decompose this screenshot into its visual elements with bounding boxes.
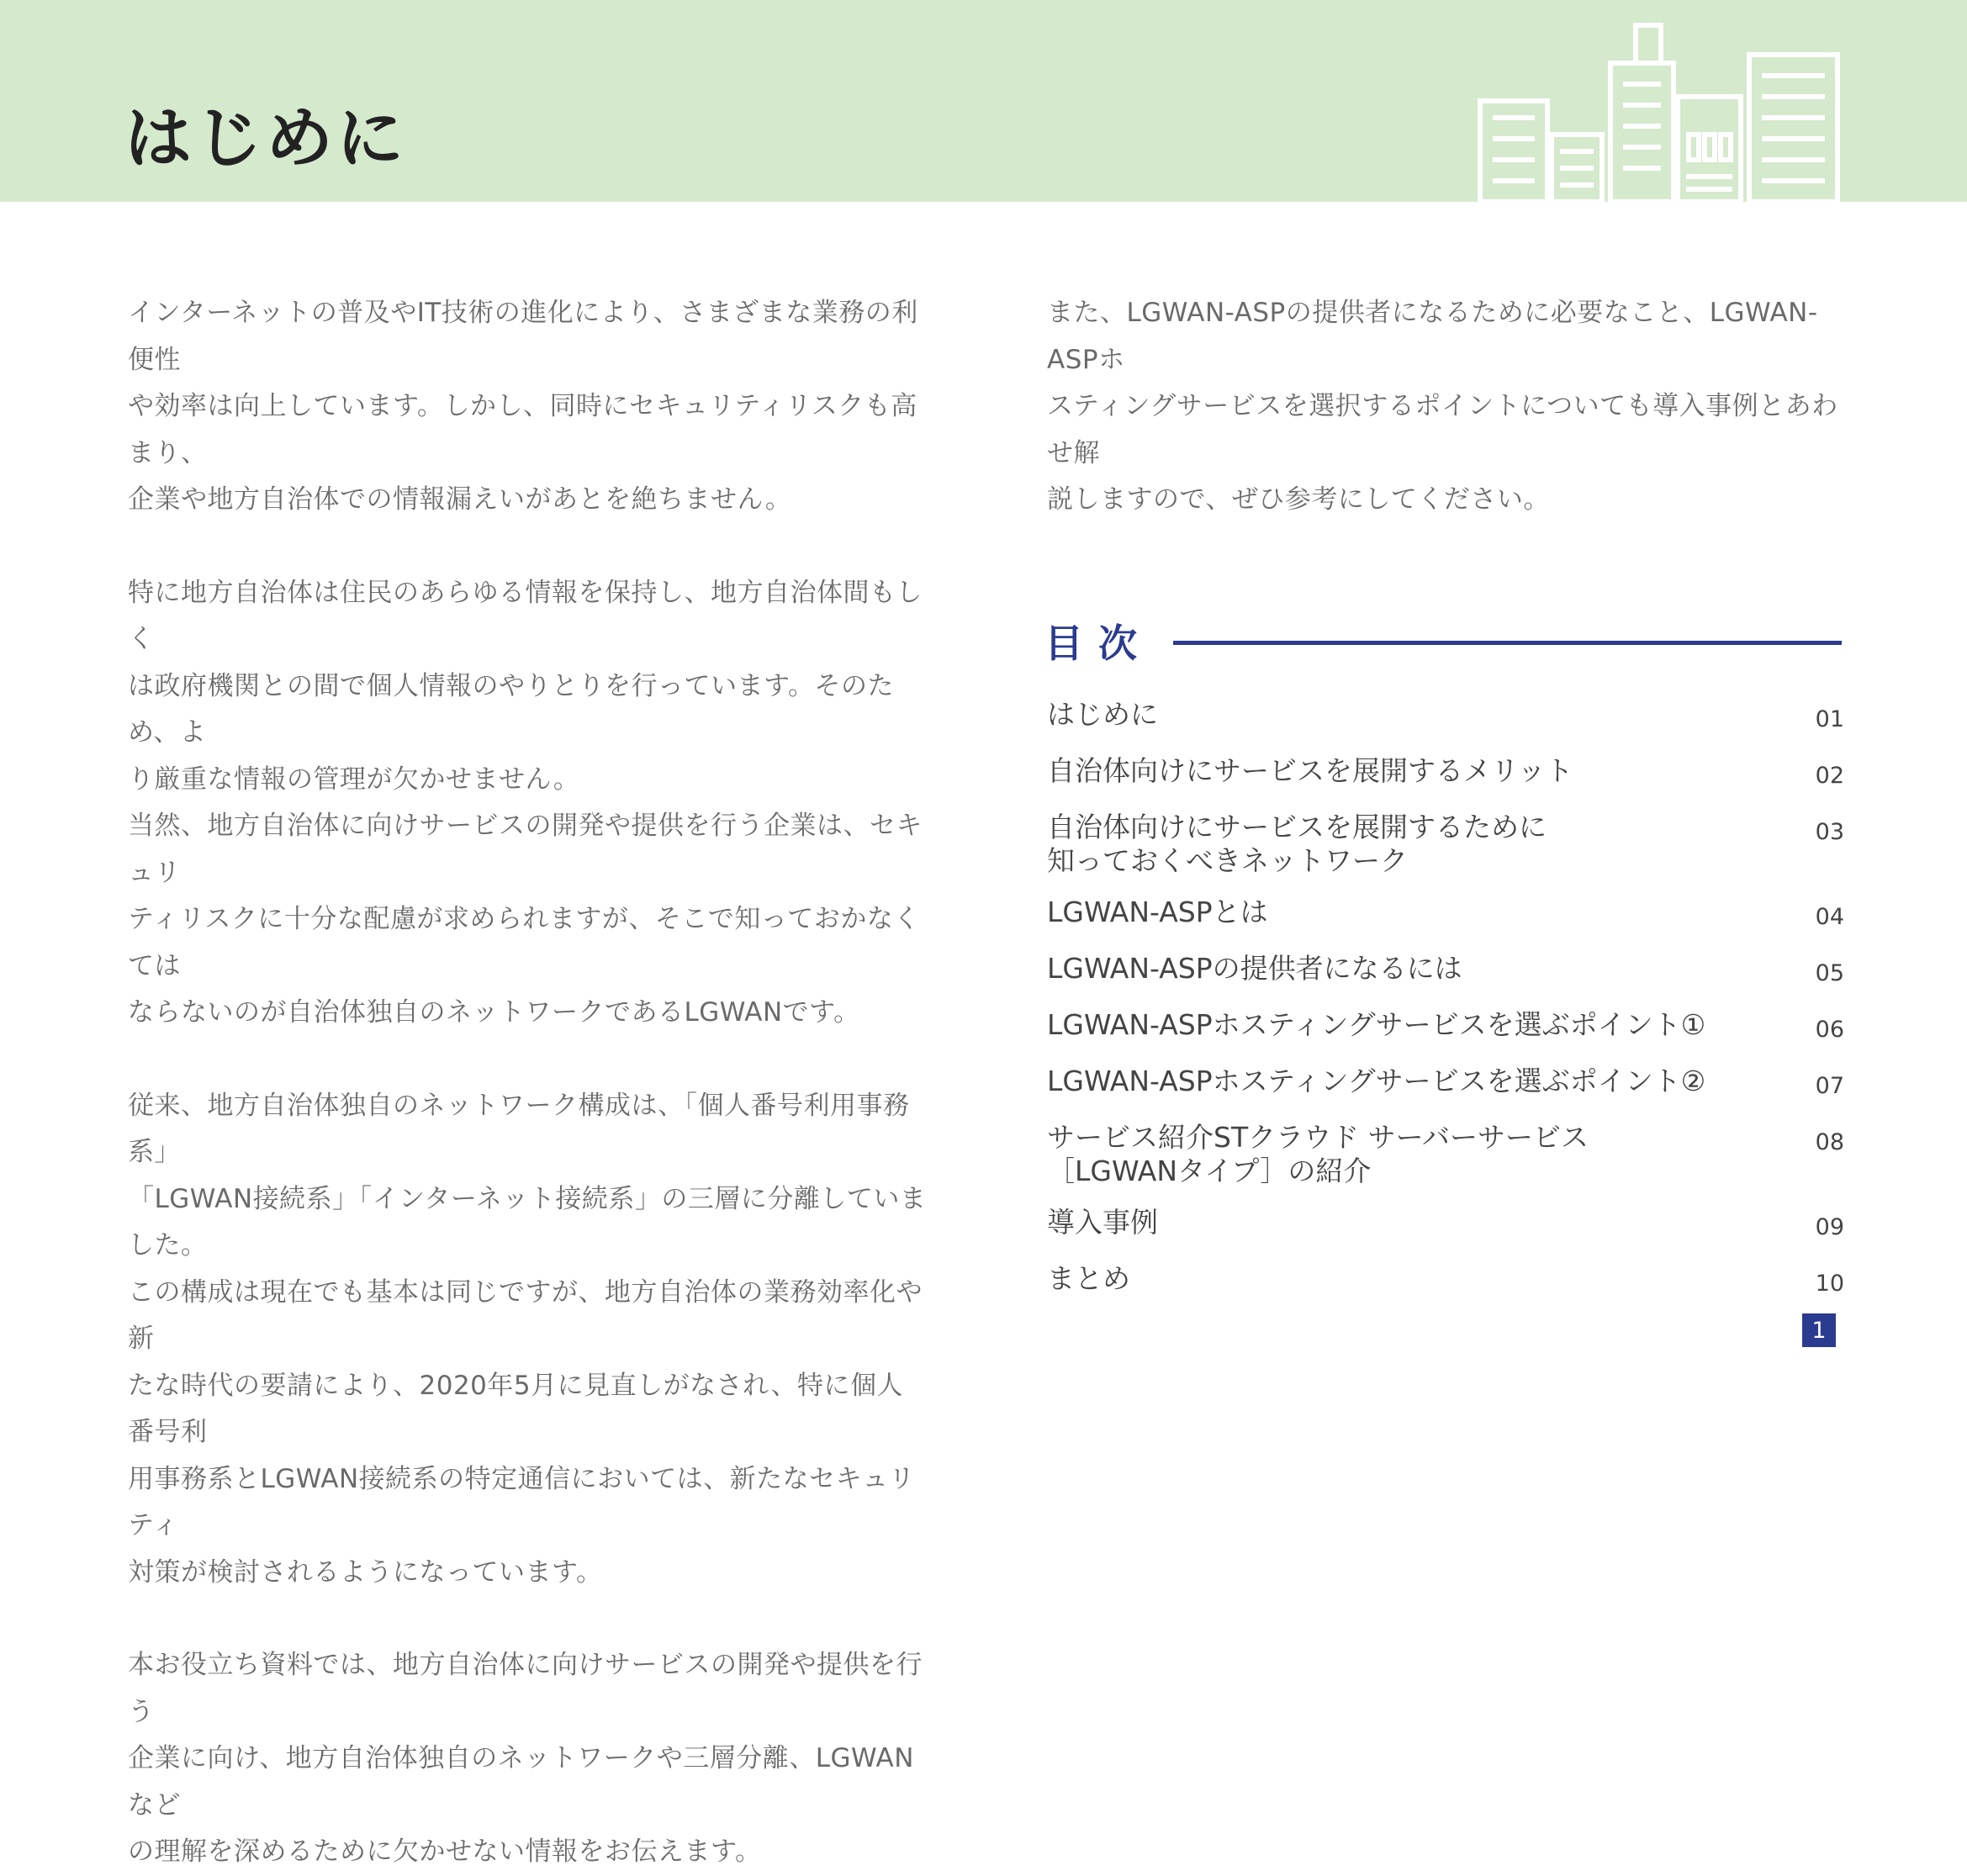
toc-item-page: 08 <box>1815 1129 1844 1155</box>
toc-item-title: まとめ <box>1047 1262 1130 1295</box>
city-buildings-icon <box>1472 17 1850 202</box>
toc-item-page: 01 <box>1815 706 1844 732</box>
toc-item-page: 02 <box>1815 763 1844 789</box>
toc-item-page: 05 <box>1815 960 1844 986</box>
toc-item-page: 09 <box>1815 1214 1844 1240</box>
page-number-badge: 1 <box>1802 1313 1836 1347</box>
toc-item-page: 03 <box>1815 819 1844 845</box>
intro-paragraph: 本お役立ち資料では、地方自治体に向けサービスの開発や提供を行う 企業に向け、地方自治体独自のネットワークや三層分離、LGWANなど の理解を深めるために欠かせない情報をお伝えます。 <box>128 1650 923 1867</box>
toc-item-title: 導入事例 <box>1047 1206 1158 1239</box>
toc-item[interactable] <box>1047 1262 1844 1301</box>
toc-item-title: LGWAN-ASPホスティングサービスを選ぶポイント② <box>1047 1065 1706 1097</box>
toc-item-page: 10 <box>1815 1271 1844 1297</box>
intro-left-column <box>128 290 927 1876</box>
toc-item-page: 07 <box>1815 1073 1844 1099</box>
intro-paragraph: また、LGWAN-ASPの提供者になるために必要なこと、LGWAN-ASPホ スティングサービスを選択するポイントについても導入事例とあわせ解 説しますので、ぜひ参考にしてください。 <box>1047 298 1838 515</box>
toc-item-title: LGWAN-ASPの提供者になるには <box>1047 952 1462 985</box>
toc-item[interactable] <box>1047 1206 1844 1245</box>
toc-item-page: 06 <box>1815 1017 1844 1043</box>
intro-paragraph: 特に地方自治体は住民のあらゆる情報を保持し、地方自治体間もしく は政府機関との間で個人情報のやりとりを行っています。そのため、よ り厳重な情報の管理が欠かせません。 当然、地方自治体に向けサービスの開発や提供を行う企業は、セキュリ ティリスクに十分な配慮が求められますが、そこで知っておかなくては ならないのが自治体独自のネットワークであるLGWANです。 <box>128 577 923 1028</box>
toc-item-title: LGWAN-ASPホスティングサービスを選ぶポイント① <box>1047 1008 1706 1041</box>
intro-paragraph: 従来、地方自治体独自のネットワーク構成は、「個人番号利用事務系」 「LGWAN接続系」「インターネット接続系」の三層に分離していました。 この構成は現在でも基本は同じですが、地方自治体の業務効率化や新 たな時代の要請により、2020年5月に見直しがなされ、特に個人番号利 用事務系とLGWAN接続系の特定通信においては、新たなセキュリティ 対策が検討されるようになっています。 <box>128 1090 927 1588</box>
page-title: はじめに <box>124 99 407 177</box>
toc-item[interactable] <box>1047 1065 1844 1103</box>
toc-item[interactable] <box>1047 896 1844 934</box>
toc-item-title: はじめに <box>1047 698 1158 731</box>
toc-item-title: LGWAN-ASPとは <box>1047 896 1268 928</box>
toc-item[interactable] <box>1047 1121 1844 1188</box>
toc-item[interactable] <box>1047 1008 1844 1047</box>
toc-heading: 目次 <box>1044 621 1152 666</box>
toc-item[interactable] <box>1047 811 1844 878</box>
toc-list <box>1047 698 1844 1318</box>
toc-item-title: サービス紹介STクラウド サーバーサービス ［LGWANタイプ］の紹介 <box>1047 1121 1589 1187</box>
toc-item-title: 自治体向けにサービスを展開するために 知っておくべきネットワーク <box>1047 811 1547 877</box>
toc-item[interactable] <box>1047 698 1844 737</box>
toc-item[interactable] <box>1047 754 1844 793</box>
intro-paragraph: インターネットの普及やIT技術の進化により、さまざまな業務の利便性 や効率は向上しています。しかし、同時にセキュリティリスクも高まり、 企業や地方自治体での情報漏えいがあとを絶ちません。 <box>128 298 918 515</box>
intro-right-column <box>1047 290 1846 524</box>
toc-divider <box>1173 641 1842 645</box>
toc-item-page: 04 <box>1815 904 1844 930</box>
toc-item-title: 自治体向けにサービスを展開するメリット <box>1047 754 1573 787</box>
toc-item[interactable] <box>1047 952 1844 991</box>
